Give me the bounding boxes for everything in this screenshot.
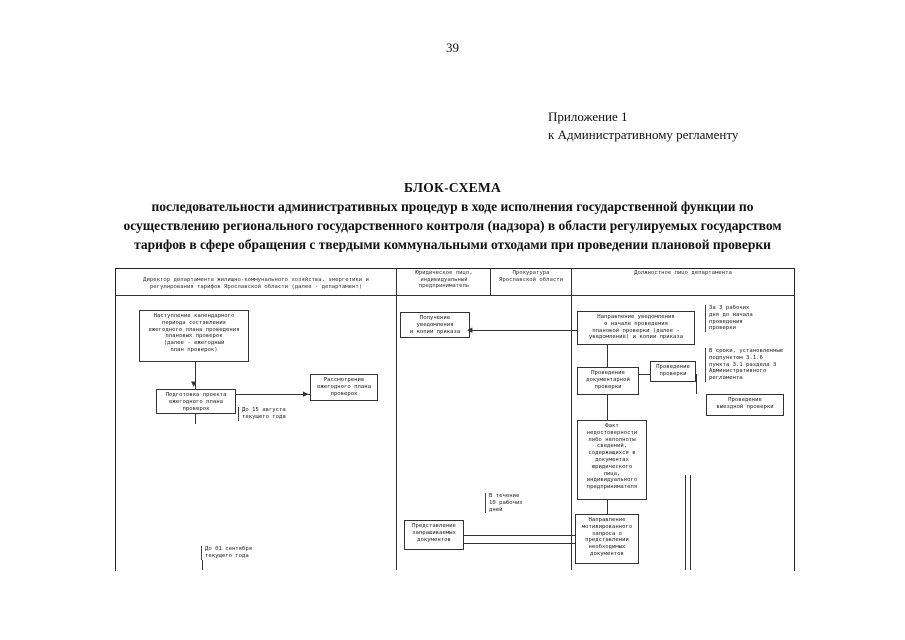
appendix-line-1: Приложение 1 bbox=[548, 109, 628, 124]
connector-send-to-receive bbox=[470, 330, 577, 331]
connector-main-down-2 bbox=[690, 475, 691, 570]
appendix-caption bbox=[548, 108, 738, 144]
note-aug-15: До 15 августа текущего года bbox=[238, 407, 286, 421]
box-fact-unreliability bbox=[577, 420, 647, 500]
box-review-plan-text: Рассмотрение ежегодного плана проверок bbox=[317, 377, 371, 397]
box-send-notice bbox=[577, 311, 695, 345]
title-main: БЛОК-СХЕМА bbox=[403, 180, 502, 195]
box-request-documents bbox=[575, 514, 639, 564]
connector-prepare-down bbox=[195, 414, 196, 424]
box-calendar-period bbox=[139, 310, 249, 362]
box-fact-unreliability-text: Факт недостоверности либо неполноты сведений, содержащихся в документах юридического лица, индивидуального предпринимателя bbox=[586, 423, 638, 491]
box-onsite-check bbox=[706, 394, 784, 416]
column-divider-3 bbox=[571, 268, 572, 570]
title-line-3: тарифов в сфере обращения с твердыми коммунальными отходами при проведении плановой проверки bbox=[134, 237, 771, 252]
box-calendar-period-text: Наступление календарного периода составления ежегодного плана проведения плановых проверок (далее - ежегодный план проверок) bbox=[148, 313, 240, 353]
box-send-notice-text: Направление уведомления о начале проведения плановой проверки (далее - уведомление) и копии приказа bbox=[588, 314, 684, 341]
connector-left-down bbox=[202, 560, 203, 570]
box-conduct-check bbox=[650, 361, 696, 382]
box-receive-notice bbox=[400, 312, 473, 338]
box-provide-documents bbox=[404, 520, 464, 550]
connector-conduct-to-documentary bbox=[639, 374, 650, 375]
column-divider-2 bbox=[490, 268, 491, 296]
appendix-line-2: к Административному регламенту bbox=[548, 127, 739, 142]
column-header-legal-entity: Юридическое лицо, индивидуальный предприниматель bbox=[415, 270, 473, 290]
box-provide-documents-text: Представление запрашиваемых документов bbox=[412, 523, 456, 543]
box-onsite-check-text: Проведение выездной проверки bbox=[716, 397, 774, 410]
box-review-plan bbox=[310, 374, 378, 401]
connector-documentary-to-fact bbox=[607, 395, 608, 420]
box-receive-notice-text: Получение уведомления и копии приказа bbox=[409, 315, 461, 335]
connector-prepare-to-review bbox=[236, 394, 310, 395]
note-sep-1: До 01 сентября текущего года bbox=[201, 546, 252, 560]
title-line-2: осуществлению регионального государственного контроля (надзора) в области регулируемых государством bbox=[123, 218, 782, 233]
connector-send-to-documentary bbox=[607, 345, 608, 367]
box-request-documents-text: Направление мотивированного запроса о представлении необходимых документов bbox=[581, 517, 633, 557]
connector-main-down-1 bbox=[685, 475, 686, 570]
box-prepare-plan bbox=[156, 389, 236, 414]
column-header-official: Должностное лицо департамента bbox=[634, 270, 732, 276]
note-three-days: За 3 рабочих дня до начала проведения проверки bbox=[705, 305, 753, 332]
connector-conduct-to-onsite bbox=[696, 374, 697, 394]
box-documentary-check bbox=[577, 367, 639, 395]
box-prepare-plan-text: Подготовка проекта ежегодного плана проверок bbox=[165, 392, 227, 412]
arrow-down-icon: ▼ bbox=[191, 380, 197, 388]
connector-fact-to-request bbox=[607, 500, 608, 514]
title-line-1: последовательности административных процедур в ходе исполнения государственной функции по bbox=[151, 199, 754, 214]
note-ten-days: В течение 10 рабочих дней bbox=[485, 493, 523, 513]
note-terms: В сроки, установленные подпунктом 3.1.6 пункта 3.1 раздела 3 Административного регламента bbox=[705, 348, 783, 382]
box-conduct-check-text: Проведение проверки bbox=[656, 364, 690, 377]
box-documentary-check-text: Проведение документарной проверки bbox=[586, 370, 630, 390]
arrow-right-icon: ▶ bbox=[303, 390, 309, 398]
column-header-director: Директор департамента жилищно-коммунального хозяйства, энергетики и регулирования тарифов Ярославской области (далее - департамент) bbox=[143, 277, 369, 290]
arrow-left-icon: ◀ bbox=[467, 326, 473, 334]
page-number: 39 bbox=[446, 40, 459, 55]
column-header-prosecutor: Прокуратура Ярославской области bbox=[499, 270, 563, 283]
document-title bbox=[60, 178, 845, 254]
header-divider bbox=[115, 295, 795, 296]
connector-request-to-provide bbox=[464, 535, 575, 536]
column-divider-1 bbox=[396, 268, 397, 570]
connector-provide-to-request bbox=[464, 543, 575, 544]
